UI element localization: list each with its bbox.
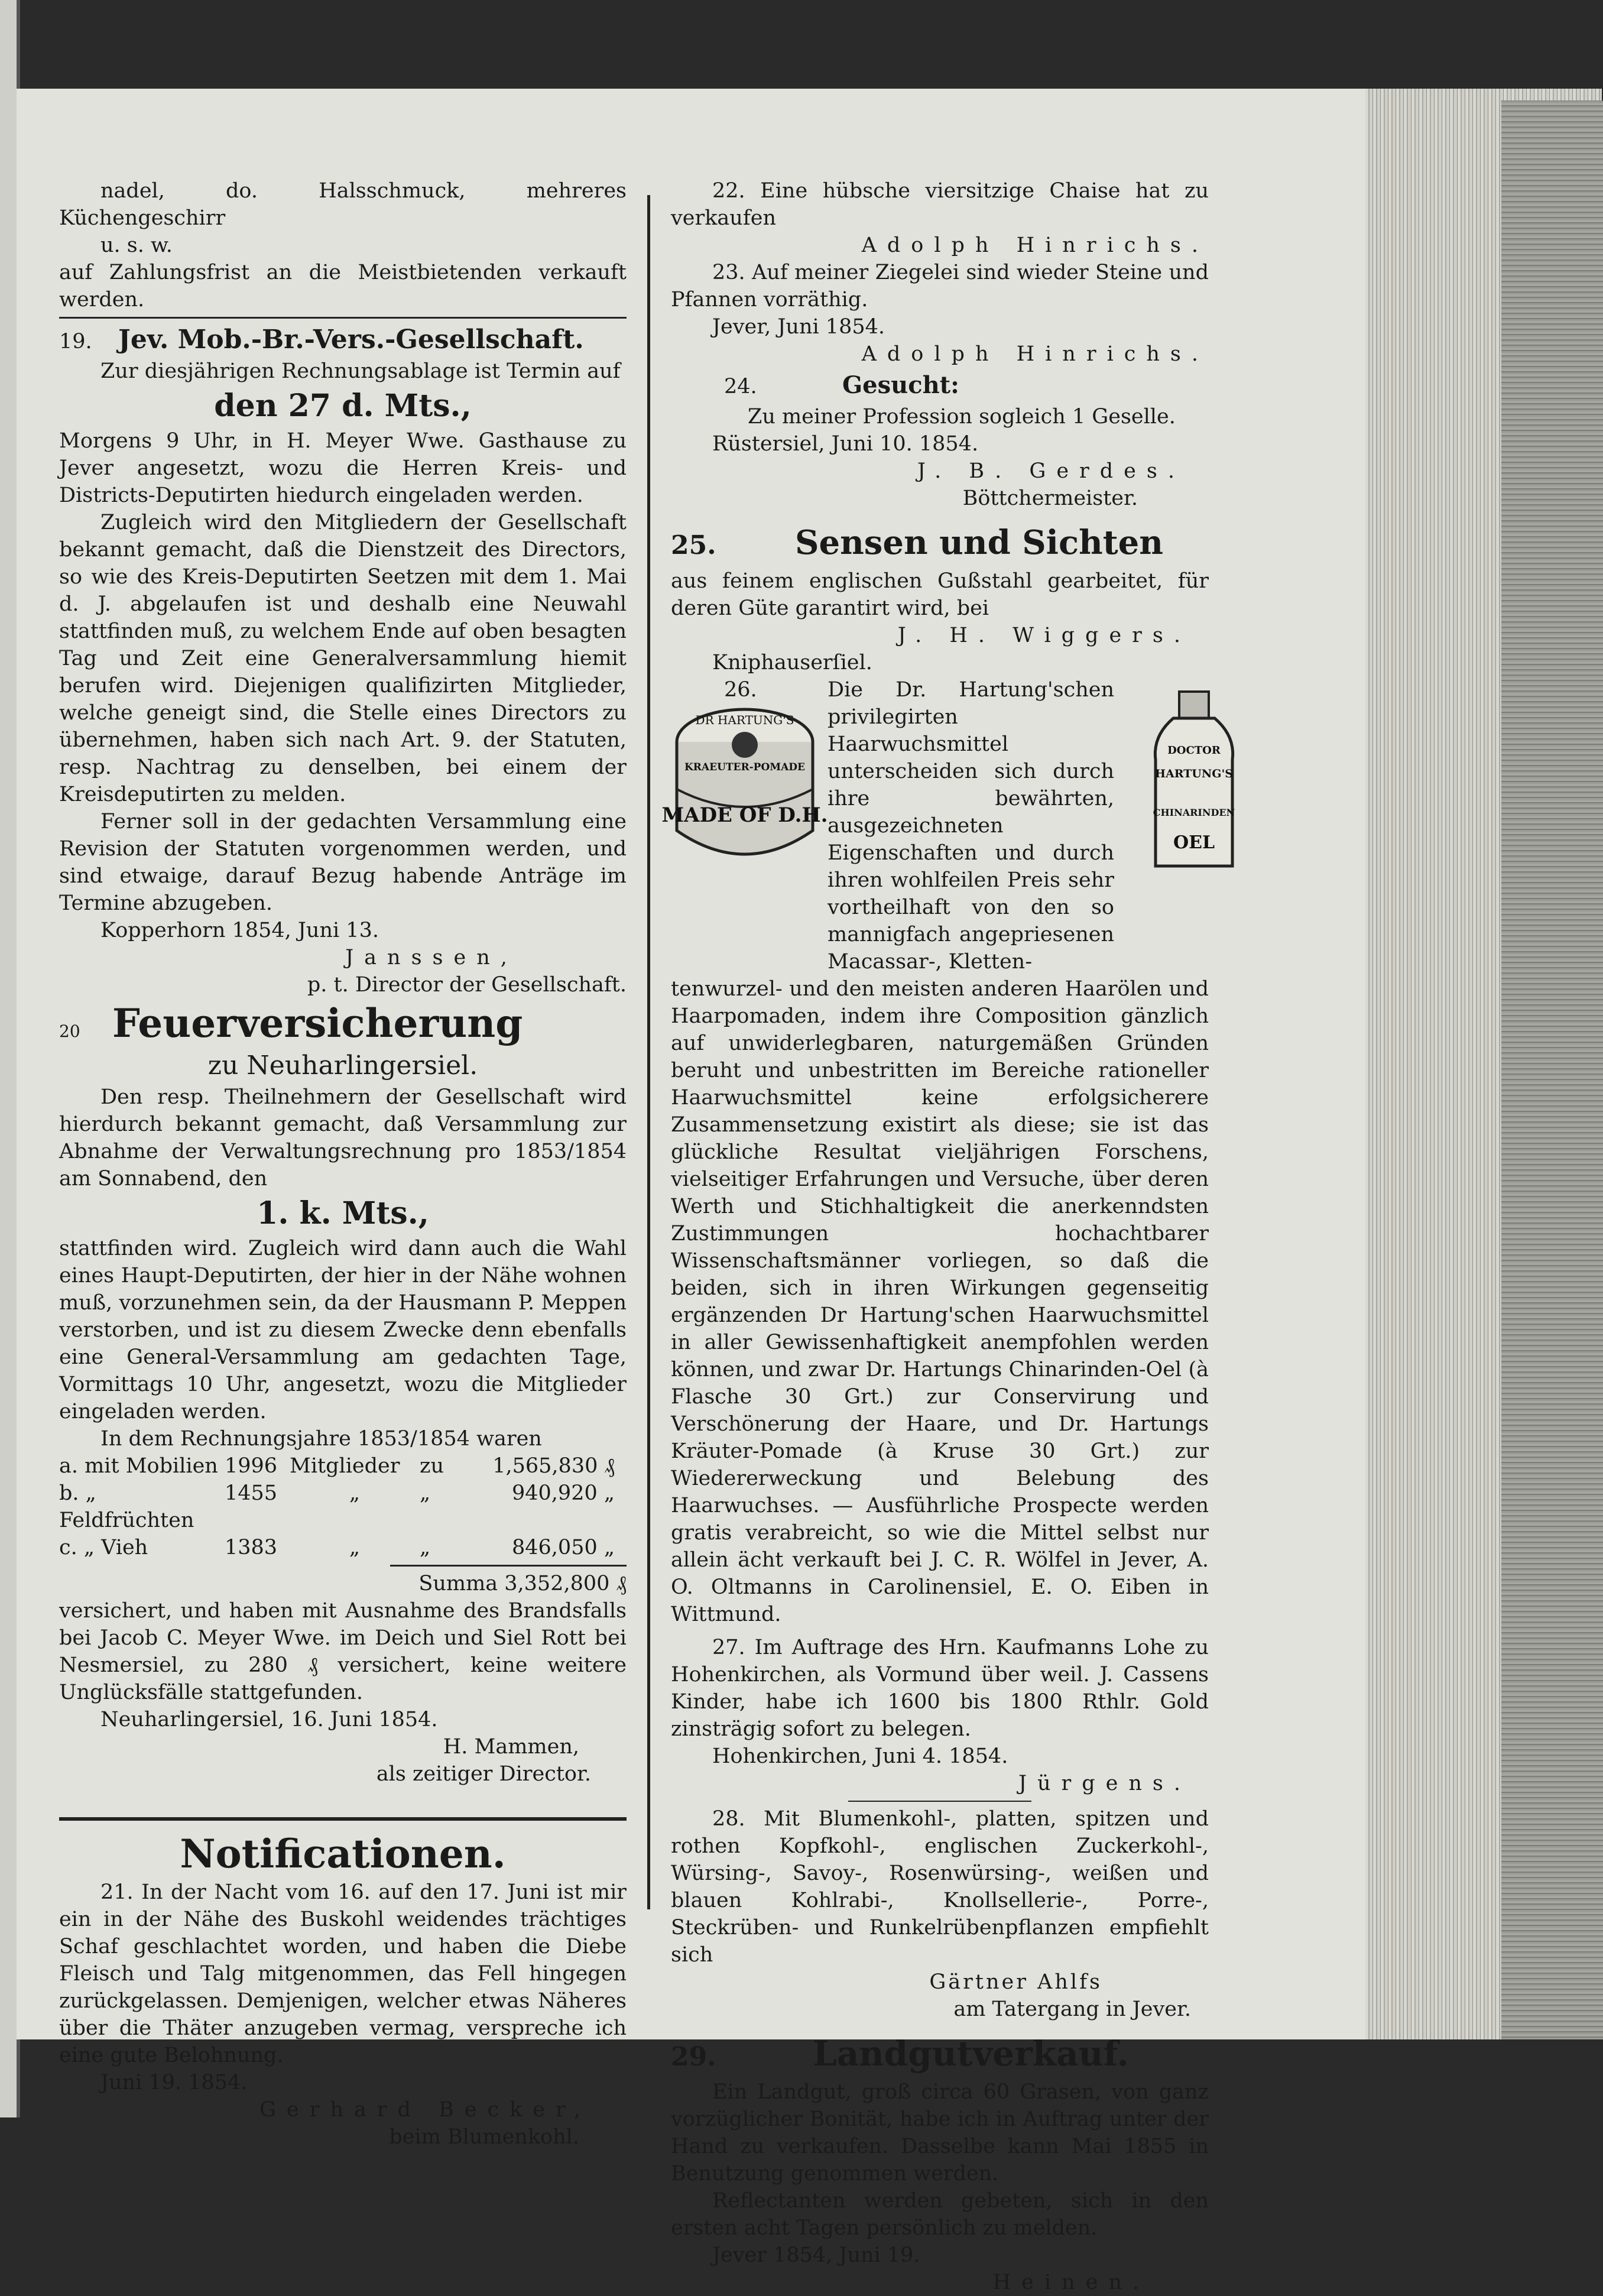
paragraph: Zugleich wird den Mitgliedern der Gesellschaft bekannt gemacht, daß die Dienstzeit des Directors, so wie des Kreis-Deputirten Seetzen mit dem 1. Mai d. J. abgelaufen ist und deshalb eine Neuwahl stattfinden muß, zu welchem Ende auf oben besagten Tag und Zeit eine Generalversammlung hiemit berufen wird. Diejenigen qualifizirten Mitglieder, welche geneigt sind, die Stelle eines Directors zu übernehmen, haben sich nach Art. 9. der Statuten, resp. Nachtrag zu denselben, bei einem der Kreisdeputirten zu melden. <box>59 511 627 806</box>
text-line: Zu meiner Profession sogleich 1 Geselle. <box>748 405 1176 429</box>
text-line: Zur diesjährigen Rechnungsablage ist Termin auf <box>100 359 621 383</box>
paragraph: In dem Rechnungsjahre 1853/1854 waren <box>100 1427 542 1451</box>
table-cell: 1383 <box>225 1536 278 1559</box>
right-column <box>671 177 1209 2296</box>
signature: H. Mammen, <box>443 1735 579 1759</box>
date-heading: den 27 d. Mts., <box>214 388 472 424</box>
signature: J. H. Wiggers. <box>897 624 1191 647</box>
logo-text: DR HARTUNG'S <box>695 713 794 727</box>
text-line: nadel, do. Halsschmuck, mehreres Küchengeschirr <box>59 179 627 230</box>
signature-title: als zeitiger Director. <box>376 1762 591 1786</box>
place-date: Kopperhorn 1854, Juni 13. <box>100 919 379 942</box>
members-table <box>59 1452 627 1597</box>
signature-title: p. t. Director der Gesellschaft. <box>307 973 627 997</box>
place-date: Hohenkirchen, Juni 4. 1854. <box>712 1744 1008 1768</box>
section-title: Sensen und Sichten <box>795 523 1163 562</box>
notifications-title: Notificationen. <box>180 1831 506 1877</box>
section-number: 19. <box>59 330 92 354</box>
logo-text: KRAEUTER-POMADE <box>684 761 805 773</box>
section-number: 20 <box>59 1021 80 1041</box>
table-cell: a. mit Mobilien <box>59 1454 218 1478</box>
section-19-header <box>59 322 627 358</box>
section-number: 29. <box>671 2042 716 2072</box>
place-date: Rüstersiel, Juni 10. 1854. <box>712 432 979 456</box>
section-title: Jev. Mob.-Br.-Vers.-Gesellschaft. <box>118 325 584 355</box>
paragraph: Ein Landgut, groß circa 60 Grasen, von ganz vorzüglicher Bonität, habe ich in Auftrag unter der Hand zu verkaufen. Dasselbe kann Mai 1855 in Benutzung genommen werden. <box>671 2080 1209 2185</box>
left-column <box>59 177 627 2151</box>
paragraph: aus feinem englischen Gußstahl gearbeitet, für deren Güte garantirt wird, bei <box>671 569 1209 620</box>
rule <box>59 317 627 319</box>
paragraph: Reflectanten werden gebeten, sich in den ersten acht Tagen persönlich zu melden. <box>671 2189 1209 2240</box>
table-cell: „ <box>420 1481 431 1505</box>
section-25-header <box>671 518 1209 567</box>
section-title: Landgutverkauf. <box>813 2034 1129 2074</box>
section-number: 26. <box>724 678 757 702</box>
subtitle: zu Neuharlingersiel. <box>207 1050 478 1081</box>
section-29-header <box>671 2029 1209 2078</box>
table-cell: „ <box>420 1536 431 1559</box>
signature-title: beim Blumenkohl. <box>389 2125 579 2149</box>
table-row <box>59 1534 627 1561</box>
table-row <box>59 1452 627 1480</box>
signature: Adolph Hinrichs. <box>861 234 1209 257</box>
place-date: Jever 1854, Juni 19. <box>712 2243 920 2267</box>
section-20-header <box>59 998 627 1048</box>
paragraph: Den resp. Theilnehmern der Gesellschaft wird hierdurch bekannt gemacht, daß Versammlung zur Abnahme der Verwaltungsrechnung pro 1853/1854 am Sonnabend, den <box>59 1085 627 1191</box>
place-date: Jever, Juni 1854. <box>712 315 885 339</box>
table-cell: „ <box>349 1481 361 1505</box>
paragraph: versichert, und haben mit Ausnahme des Brandsfalls bei Jacob C. Meyer Wwe. im Deich und Siel Rott bei Nesmersiel, zu 280 ₰ versichert, keine weitere Unglücksfälle stattgefunden. <box>59 1599 627 1704</box>
signature: J. B. Gerdes. <box>917 459 1185 483</box>
table-cell: 1996 <box>225 1454 278 1478</box>
place-date: Neuharlingersiel, 16. Juni 1854. <box>100 1708 438 1731</box>
paragraph: 21. In der Nacht vom 16. auf den 17. Juni ist mir ein in der Nähe des Buskohl weidendes trächtiges Schaf geschlachtet worden, und haben die Diebe Fleisch und Talg mitgenommen, das Fell hingegen zurückgelassen. Demjenigen, welcher etwas Näheres über die Thäter anzugeben vermag, verspreche ich eine gute Belohnung. <box>59 1880 627 2067</box>
signature: Jürgens. <box>1018 1772 1191 1795</box>
signature-title: am Tatergang in Jever. <box>953 1997 1191 2021</box>
logo-text: HARTUNG'S <box>1155 767 1233 780</box>
section-number: 24. <box>724 375 757 398</box>
table-cell: 1455 <box>225 1481 278 1505</box>
signature-title: Böttchermeister. <box>962 487 1138 510</box>
signature: Gerhard Becker, <box>259 2098 591 2122</box>
paragraph: 28. Mit Blumenkohl-, platten, spitzen und rothen Kopfkohl-, englischen Zuckerkohl-, Würsing-, Savoy-, Rosenwürsing-, weißen und blauen Kohlrabi-, Knollsellerie-, Porre-, Steckrüben- und Runkelrübenpflanzen empfiehlt sich <box>671 1807 1209 1967</box>
paragraph: 22. Eine hübsche viersitzige Chaise hat zu verkaufen <box>671 179 1209 230</box>
table-cell: 846,050 „ <box>512 1536 615 1559</box>
text-line: auf Zahlungsfrist an die Meistbietenden verkauft werden. <box>59 261 627 312</box>
ad-paragraph: Die Dr. Hartung'schen privilegirten Haarwuchsmittel unterscheiden sich durch ihre bewährten, ausgezeichneten Eigenschaften und durch ihren wohlfeilen Preis sehr vortheilhaft von den so mannigfach angepriesenen Macassar-, Kletten- <box>828 678 1114 974</box>
paragraph: 27. Im Auftrage des Hrn. Kaufmanns Lohe zu Hohenkirchen, als Vormund über weil. J. Cassens Kinder, habe ich 1600 bis 1800 Rthlr. Gold zinsträgig sofort zu belegen. <box>671 1636 1209 1741</box>
table-cell: 940,920 „ <box>512 1481 615 1505</box>
paragraph: Ferner soll in der gedachten Versammlung eine Revision der Statuten vorgenommen werden, und sind etwaige, darauf Bezug habende Anträge im Termine abzugeben. <box>59 810 627 915</box>
signature: Janssen, <box>345 946 518 969</box>
table-cell: b. „ Feldfrüchten <box>59 1481 194 1532</box>
table-row <box>59 1480 627 1534</box>
signature: Gärtner Ahlfs <box>929 1970 1102 1994</box>
section-title: Feuerversicherung <box>112 1000 523 1046</box>
signature: Heinen. <box>992 2271 1150 2294</box>
logo-text: MADE OF D.H. <box>661 803 828 827</box>
paragraph: Morgens 9 Uhr, in H. Meyer Wwe. Gasthause zu Jever angesetzt, wozu die Herren Kreis- und Districts-Deputirten hiedurch eingeladen werden. <box>59 429 627 507</box>
table-cell: zu <box>420 1454 444 1478</box>
section-title: Gesucht: <box>842 371 959 399</box>
signature: Adolph Hinrichs. <box>861 342 1209 366</box>
table-sum: Summa 3,352,800 ₰ <box>418 1572 627 1595</box>
section-rule <box>59 1817 627 1821</box>
paragraph: stattfinden wird. Zugleich wird dann auch die Wahl eines Haupt-Deputirten, der hier in der Nähe wohnen muß, vorzunehmen sein, da der Hausmann P. Meppen verstorben, und ist zu diesem Zwecke denn ebenfalls eine General-Versammlung am gedachten Tage, Vormittags 10 Uhr, angesetzt, wozu die Mitglieder eingeladen werden. <box>59 1237 627 1423</box>
table-cell: „ <box>349 1536 361 1559</box>
ad-paragraph: tenwurzel- und den meisten anderen Haarölen und Haarpomaden, indem ihre Composition gänzlich auf unwiderlegbaren, naturgemäßen Gründen beruht und unbestritten im Bereiche rationeller Haarwuchsmittel keine erfolgsicherere Zusammensetzung existirt als diese; sie ist das glückliche Resultat vieljährigen Forschens, vielseitiger Erfahrungen und Versuche, über deren Werth und Stichhaltigkeit die anerkenndsten Zustimmungen hochachtbarer Wissenschaftsmänner vorliegen, so daß die beiden, sich in ihren Wirkungen gegenseitig ergänzenden Dr Hartung'schen Haarwuchsmittel in aller Gewissenhaftigkeit anempfohlen werden können, und zwar Dr. Hartungs Chinarinden-Oel (à Flasche 30 Grt.) zur Conservirung und Verschönerung der Haare, und Dr. Hartungs Kräuter-Pomade (à Kruse 30 Grt.) zur Wiedererweckung und Belebung des Haarwuchses. — Ausführliche Prospecte werden gratis verabreicht, so wie die Mittel selbst nur allein ächt verkauft bei J. C. R. Wölfel in Jever, A. O. Oltmanns in Carolinensiel, E. O. Eiben in Wittmund. <box>671 977 1209 1626</box>
rule <box>848 1801 1031 1802</box>
table-cell: c. „ Vieh <box>59 1536 148 1559</box>
logo-text: CHINARINDEN <box>1153 807 1235 818</box>
section-24-header <box>671 368 1209 403</box>
logo-text: DOCTOR <box>1167 744 1221 757</box>
section-number: 25. <box>671 530 716 560</box>
sum-rule <box>390 1565 627 1567</box>
date-heading: 1. k. Mts., <box>257 1195 429 1231</box>
book-spine-edge <box>1501 100 1603 2039</box>
paragraph: 23. Auf meiner Ziegelei sind wieder Steine und Pfannen vorräthig. <box>671 261 1209 312</box>
logo-text: OEL <box>1173 832 1215 853</box>
place: Kniphauserſiel. <box>712 651 872 674</box>
table-cell: 1,565,830 ₰ <box>492 1454 615 1478</box>
chinarinden-oel-bottle-illustration <box>1150 689 1238 872</box>
text-line: u. s. w. <box>100 234 173 257</box>
table-cell: Mitglieder <box>290 1454 400 1478</box>
kraeuter-pomade-jar-illustration <box>661 701 828 872</box>
column-divider <box>647 195 650 1909</box>
place-date: Juni 19. 1854. <box>100 2071 248 2094</box>
